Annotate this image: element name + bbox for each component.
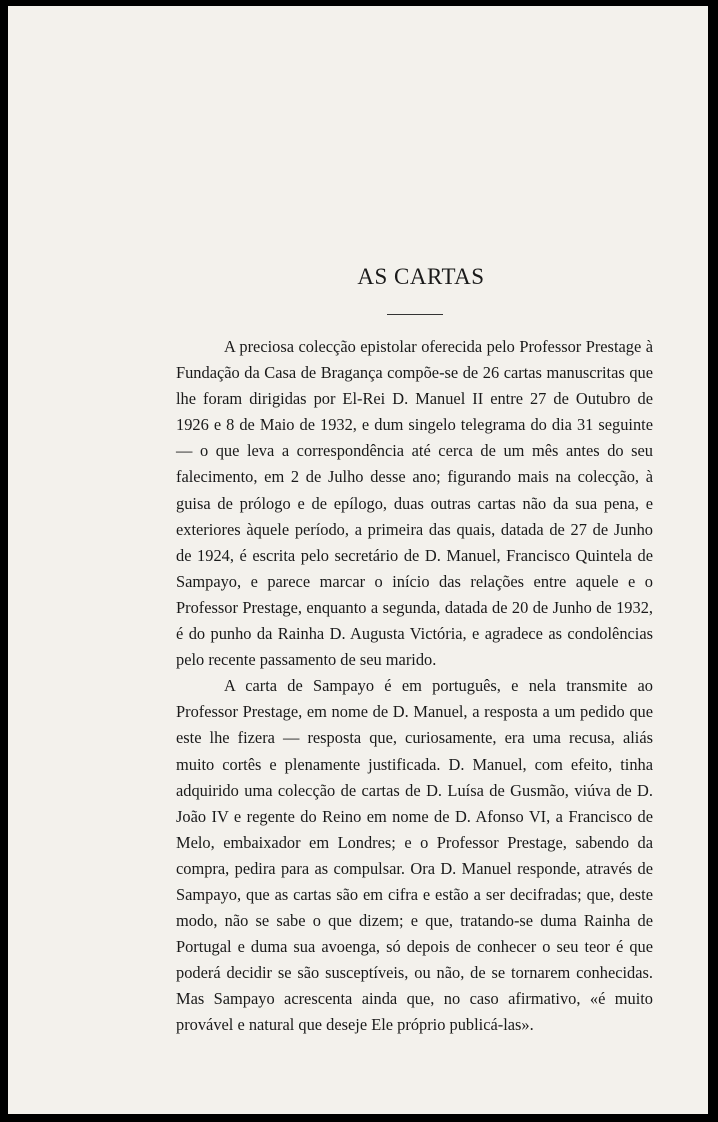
document-page [8, 6, 708, 1114]
document-body [176, 334, 653, 1039]
paragraph: A preciosa colecção epistolar oferecida pelo Professor Prestage à Fundação da Casa de Bragança compõe-se de 26 cartas manuscritas que lhe foram dirigidas por El-Rei D. Manuel II entre 27 de Outubro de 1926 e 8 de Maio de 1932, e dum singelo telegrama do dia 31 seguinte — o que leva a correspondência até cerca de um mês antes do seu falecimento, em 2 de Julho desse ano; figurando mais na colecção, à guisa de prólogo e de epílogo, duas outras cartas não da sua pena, e exteriores àquele período, a primeira das quais, datada de 27 de Junho de 1924, é escrita pelo secretário de D. Manuel, Francisco Quintela de Sampayo, e parece marcar o início das relações entre aquele e o Professor Prestage, enquanto a segunda, datada de 20 de Junho de 1932, é do punho da Rainha D. Augusta Victória, e agradece as condolências pelo recente passamento de seu marido. [176, 337, 653, 670]
page-title: AS CARTAS [357, 264, 485, 289]
title-divider [387, 314, 443, 315]
paragraph: A carta de Sampayo é em português, e nela transmite ao Professor Prestage, em nome de D. Manuel, a resposta a um pedido que este lhe fizera — resposta que, curiosamente, era uma recusa, aliás muito cortês e plenamente justificada. D. Manuel, com efeito, tinha adquirido uma colecção de cartas de D. Luísa de Gusmão, viúva de D. João IV e regente do Reino em nome de D. Afonso VI, a Francisco de Melo, embaixador em Londres; e o Professor Prestage, sabendo da compra, pedira para as compulsar. Ora D. Manuel responde, através de Sampayo, que as cartas são em cifra e estão a ser decifradas; que, deste modo, não se sabe o que dizem; e que, tratando-se duma Rainha de Portugal e duma sua avoenga, só depois de conhecer o seu teor é que poderá decidir se são susceptíveis, ou não, de se tornarem conhecidas. Mas Sampayo acrescenta ainda que, no caso afirmativo, «é muito provável e natural que deseje Ele próprio publicá-las». [176, 676, 653, 1035]
